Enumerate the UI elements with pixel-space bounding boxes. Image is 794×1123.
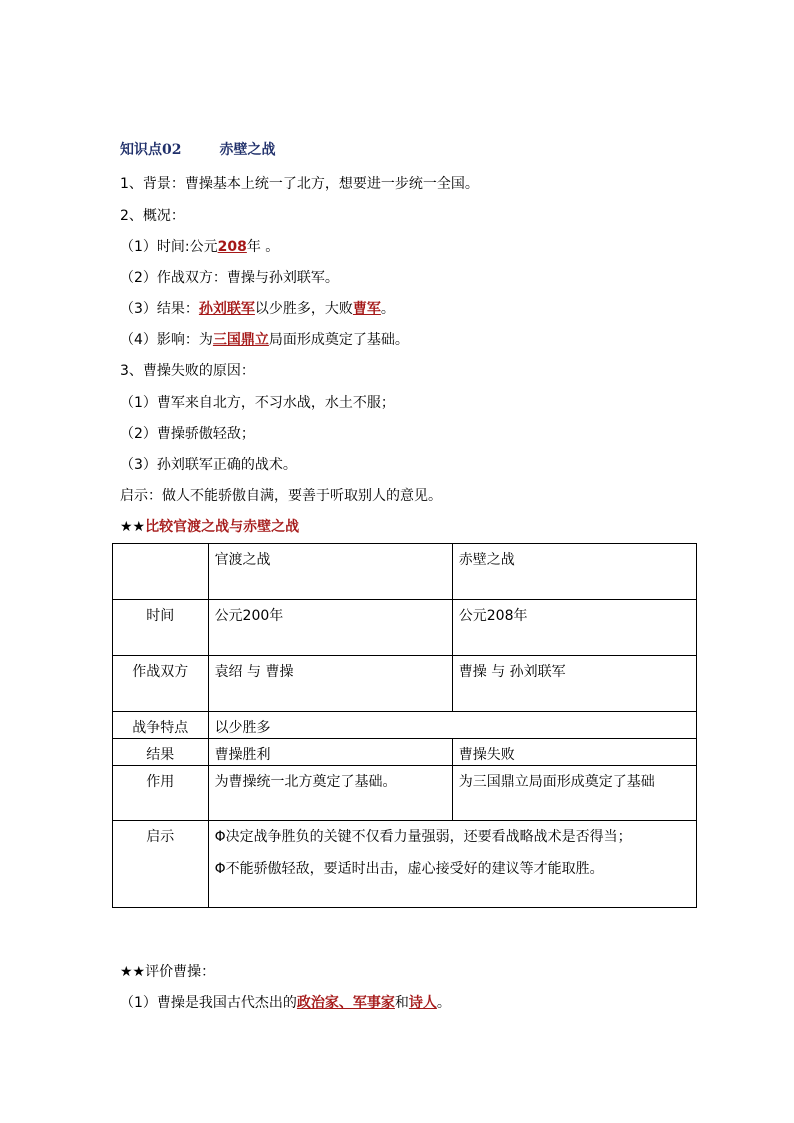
table-row bbox=[113, 544, 697, 600]
column-header-chibi: 赤壁之战 bbox=[452, 544, 696, 600]
table-row bbox=[113, 656, 697, 712]
three-kingdoms-highlight: 三国鼎立 bbox=[212, 332, 269, 348]
row-label: 启示 bbox=[113, 821, 209, 908]
table-cell: 曹操 与 孙刘联军 bbox=[452, 656, 696, 712]
parties-line: （2）作战双方：曹操与孙刘联军。 bbox=[120, 270, 339, 286]
row-label: 结果 bbox=[113, 739, 209, 766]
reason-2: （2）曹操骄傲轻敌； bbox=[120, 426, 255, 442]
reason-3: （3）孙刘联军正确的战术。 bbox=[120, 457, 297, 473]
row-label: 作战双方 bbox=[113, 656, 209, 712]
row-label: 时间 bbox=[113, 600, 209, 656]
evaluate-heading: ★★评价曹操： bbox=[120, 964, 216, 980]
comparison-heading: ★★比较官渡之战与赤壁之战 bbox=[120, 519, 300, 535]
defeat-reasons-heading: 3、曹操失败的原因： bbox=[120, 363, 255, 379]
background-line: 1、背景：曹操基本上统一了北方，想要进一步统一全国。 bbox=[120, 176, 479, 192]
column-header-guandu: 官渡之战 bbox=[208, 544, 452, 600]
table-cell: 为曹操统一北方奠定了基础。 bbox=[208, 766, 452, 821]
year-highlight: 208 bbox=[217, 239, 247, 255]
lesson-line: 启示：做人不能骄傲自满，要善于听取别人的意见。 bbox=[120, 488, 442, 504]
enlightenment-cell bbox=[208, 821, 696, 908]
evaluate-line-1: （1）曹操是我国古代杰出的政治家、军事家和诗人。 bbox=[120, 995, 451, 1011]
reason-1: （1）曹军来自北方，不习水战，水土不服； bbox=[120, 395, 395, 411]
table-row bbox=[113, 739, 697, 766]
page-title bbox=[120, 139, 275, 159]
table-row bbox=[113, 766, 697, 821]
enlightenment-point-2: Φ不能骄傲轻敌，要适时出击，虚心接受好的建议等才能取胜。 bbox=[214, 861, 604, 877]
table-cell: 公元208年 bbox=[452, 600, 696, 656]
table-cell: 袁绍 与 曹操 bbox=[208, 656, 452, 712]
time-line: （1）时间:公元208年 。 bbox=[120, 239, 280, 255]
table-corner-cell bbox=[113, 544, 209, 600]
row-label: 作用 bbox=[113, 766, 209, 821]
table-cell: 为三国鼎立局面形成奠定了基础 bbox=[452, 766, 696, 821]
cao-army-highlight: 曹军 bbox=[352, 301, 381, 317]
enlightenment-point-1: Φ决定战争胜负的关键不仅看力量强弱，还要看战略战术是否得当； bbox=[214, 829, 632, 845]
table-cell: 曹操失败 bbox=[452, 739, 696, 766]
overview-heading: 2、概况： bbox=[120, 208, 185, 224]
table-cell: 以少胜多 bbox=[208, 712, 696, 739]
table-row bbox=[113, 712, 697, 739]
star-icon: ★★ bbox=[120, 519, 146, 535]
impact-line: （4）影响：为三国鼎立局面形成奠定了基础。 bbox=[120, 332, 409, 348]
result-line: （3）结果：孙刘联军以少胜多，大败曹军。 bbox=[120, 301, 395, 317]
table-row bbox=[113, 600, 697, 656]
knowledge-point-label: 知识点02 bbox=[120, 142, 182, 158]
row-label: 战争特点 bbox=[113, 712, 209, 739]
alliance-highlight: 孙刘联军 bbox=[198, 301, 255, 317]
roles-highlight: 政治家、军事家 bbox=[296, 995, 395, 1011]
table-cell: 曹操胜利 bbox=[208, 739, 452, 766]
table-cell: 公元200年 bbox=[208, 600, 452, 656]
poet-highlight: 诗人 bbox=[408, 995, 437, 1011]
section-title: 赤壁之战 bbox=[219, 142, 276, 158]
table-row bbox=[113, 821, 697, 908]
comparison-table bbox=[112, 543, 697, 908]
